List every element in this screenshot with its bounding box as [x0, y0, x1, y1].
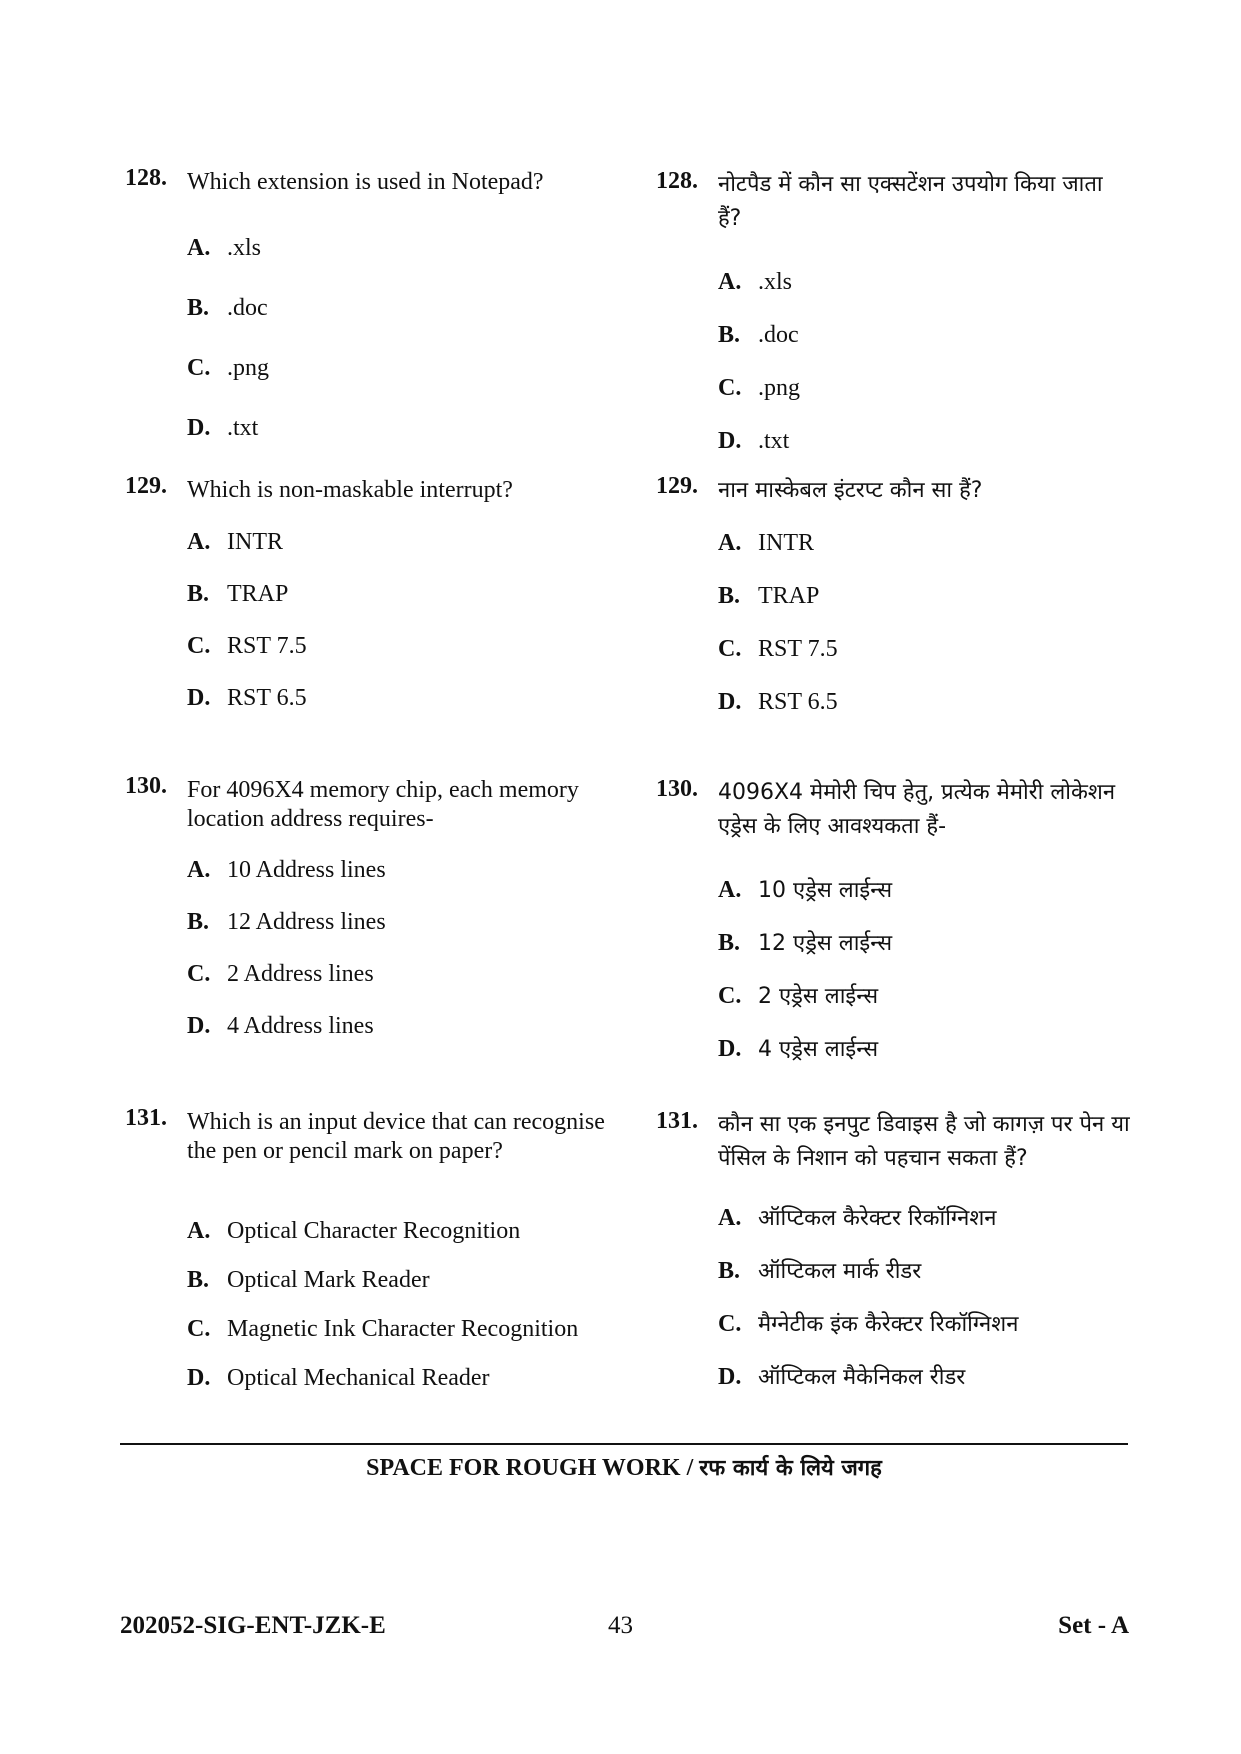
question-text: For 4096X4 memory chip, each memory location address requires- — [187, 777, 579, 832]
option-text: 2 एड्रेस लाईन्स — [758, 984, 879, 1009]
set-label: Set - A — [1058, 1612, 1129, 1639]
option-a — [187, 528, 283, 557]
option-text: ऑप्टिकल मार्क रीडर — [758, 1259, 922, 1284]
question-text: नोटपैड में कौन सा एक्सटेंशन उपयोग किया जाता हैं? — [718, 172, 1103, 231]
option-letter: D. — [718, 689, 742, 715]
question-128-hi — [656, 168, 1136, 454]
option-text: RST 7.5 — [758, 636, 838, 662]
option-text: .doc — [758, 322, 799, 348]
option-text: TRAP — [227, 581, 289, 607]
option-letter: D. — [718, 1036, 742, 1062]
option-text: .xls — [227, 235, 262, 261]
question-header — [656, 776, 1138, 844]
option-letter: B. — [187, 295, 210, 321]
option-d — [187, 1012, 374, 1041]
option-text: .png — [227, 355, 269, 381]
option-d — [187, 1364, 490, 1393]
question-text: कौन सा एक इनपुट डिवाइस है जो कागज़ पर पेन या पेंसिल के निशान को पहचान सकता हैं? — [718, 1112, 1130, 1171]
option-text: .txt — [227, 415, 259, 441]
option-letter: A. — [718, 530, 742, 556]
option-letter: A. — [718, 1205, 742, 1231]
option-text: INTR — [758, 530, 814, 556]
option-a — [718, 876, 892, 905]
option-letter: C. — [718, 1311, 742, 1337]
option-letter: C. — [718, 983, 742, 1009]
question-header — [656, 1108, 1148, 1176]
question-header — [656, 473, 1136, 505]
option-letter: D. — [718, 428, 742, 454]
option-letter: C. — [718, 375, 742, 401]
option-letter: A. — [187, 857, 211, 883]
option-text: 12 एड्रेस लाईन्स — [758, 931, 893, 956]
option-text: Optical Mechanical Reader — [227, 1365, 490, 1391]
option-text: Optical Mark Reader — [227, 1267, 430, 1293]
option-c — [187, 960, 374, 989]
option-letter: A. — [187, 235, 211, 261]
question-number: 130. — [125, 773, 167, 799]
option-text: .doc — [227, 295, 268, 321]
question-number: 131. — [125, 1105, 167, 1131]
question-header — [125, 773, 607, 834]
option-d — [718, 427, 789, 456]
question-text: Which is non-maskable interrupt? — [187, 477, 513, 503]
option-c — [718, 982, 878, 1011]
option-text: 12 Address lines — [227, 909, 386, 935]
question-number: 130. — [656, 776, 698, 802]
option-c — [718, 1310, 1018, 1339]
option-b — [187, 294, 268, 323]
option-letter: C. — [187, 355, 211, 381]
option-text: 2 Address lines — [227, 961, 374, 987]
option-text: .xls — [758, 269, 793, 295]
option-letter: D. — [187, 415, 211, 441]
option-text: 10 Address lines — [227, 857, 386, 883]
option-b — [187, 1266, 430, 1295]
option-letter: D. — [187, 1013, 211, 1039]
rough-work-english: SPACE FOR ROUGH WORK / — [366, 1455, 694, 1481]
option-letter: C. — [187, 633, 211, 659]
option-d — [718, 1035, 878, 1064]
option-letter: B. — [718, 930, 741, 956]
question-number: 131. — [656, 1108, 698, 1134]
question-text: Which is an input device that can recognise the pen or pencil mark on paper? — [187, 1109, 605, 1164]
page-number: 43 — [608, 1612, 633, 1639]
rough-work-hindi: रफ कार्य के लिये जगह — [699, 1456, 882, 1481]
option-b — [187, 908, 386, 937]
option-d — [187, 684, 307, 713]
option-text: Magnetic Ink Character Recognition — [227, 1316, 579, 1342]
option-letter: B. — [718, 1258, 741, 1284]
question-130-hi — [656, 776, 1136, 1062]
option-letter: A. — [187, 529, 211, 555]
option-letter: B. — [187, 909, 210, 935]
option-text: RST 6.5 — [758, 689, 838, 715]
option-a — [187, 856, 386, 885]
option-letter: D. — [187, 1365, 211, 1391]
rough-work-label — [120, 1452, 1128, 1482]
option-text: मैग्नेटीक इंक कैरेक्टर रिकॉग्निशन — [758, 1312, 1019, 1337]
option-c — [187, 632, 307, 661]
question-number: 129. — [656, 473, 698, 499]
question-header — [125, 473, 615, 505]
option-letter: A. — [187, 1218, 211, 1244]
option-letter: B. — [187, 581, 210, 607]
option-b — [187, 580, 288, 609]
option-letter: C. — [187, 1316, 211, 1342]
question-header — [125, 1105, 607, 1166]
option-text: .txt — [758, 428, 790, 454]
option-b — [718, 582, 819, 611]
option-c — [187, 1315, 578, 1344]
question-number: 129. — [125, 473, 167, 499]
option-b — [718, 929, 892, 958]
option-letter: C. — [187, 961, 211, 987]
question-129-hi — [656, 473, 1136, 715]
question-text: Which extension is used in Notepad? — [187, 169, 544, 195]
option-letter: C. — [718, 636, 742, 662]
question-text: नान मास्केबल इंटरप्ट कौन सा हैं? — [718, 478, 983, 503]
question-131-hi — [656, 1108, 1136, 1390]
question-text: 4096X4 मेमोरी चिप हेतु, प्रत्येक मेमोरी लोकेशन एड्रेस के लिए आवश्यकता हैं- — [718, 780, 1116, 839]
question-130-en — [125, 773, 615, 1039]
option-text: .png — [758, 375, 800, 401]
option-text: RST 6.5 — [227, 685, 307, 711]
option-a — [718, 1204, 997, 1233]
option-letter: B. — [187, 1267, 210, 1293]
option-c — [187, 354, 269, 383]
option-text: TRAP — [758, 583, 820, 609]
option-c — [718, 635, 838, 664]
option-c — [718, 374, 800, 403]
option-d — [187, 414, 258, 443]
option-text: INTR — [227, 529, 283, 555]
option-text: 4 Address lines — [227, 1013, 374, 1039]
option-text: ऑप्टिकल कैरेक्टर रिकॉग्निशन — [758, 1206, 997, 1231]
option-letter: B. — [718, 322, 741, 348]
question-number: 128. — [125, 165, 167, 191]
option-d — [718, 1363, 965, 1392]
question-header — [656, 168, 1118, 236]
option-letter: A. — [718, 877, 742, 903]
question-131-en — [125, 1105, 615, 1391]
option-a — [718, 268, 792, 297]
option-letter: A. — [718, 269, 742, 295]
option-a — [187, 1217, 520, 1246]
option-d — [718, 688, 838, 717]
paper-code: 202052-SIG-ENT-JZK-E — [120, 1612, 386, 1639]
option-text: ऑप्टिकल मैकेनिकल रीडर — [758, 1365, 966, 1390]
option-text: 10 एड्रेस लाईन्स — [758, 878, 893, 903]
option-b — [718, 321, 799, 350]
question-128-en — [125, 165, 615, 441]
option-text: RST 7.5 — [227, 633, 307, 659]
option-text: Optical Character Recognition — [227, 1218, 521, 1244]
option-a — [187, 234, 261, 263]
option-letter: D. — [718, 1364, 742, 1390]
question-header — [125, 165, 615, 197]
option-text: 4 एड्रेस लाईन्स — [758, 1037, 879, 1062]
divider-rule — [120, 1443, 1128, 1445]
question-number: 128. — [656, 168, 698, 194]
option-letter: D. — [187, 685, 211, 711]
question-129-en — [125, 473, 615, 711]
option-a — [718, 529, 814, 558]
option-b — [718, 1257, 921, 1286]
option-letter: B. — [718, 583, 741, 609]
